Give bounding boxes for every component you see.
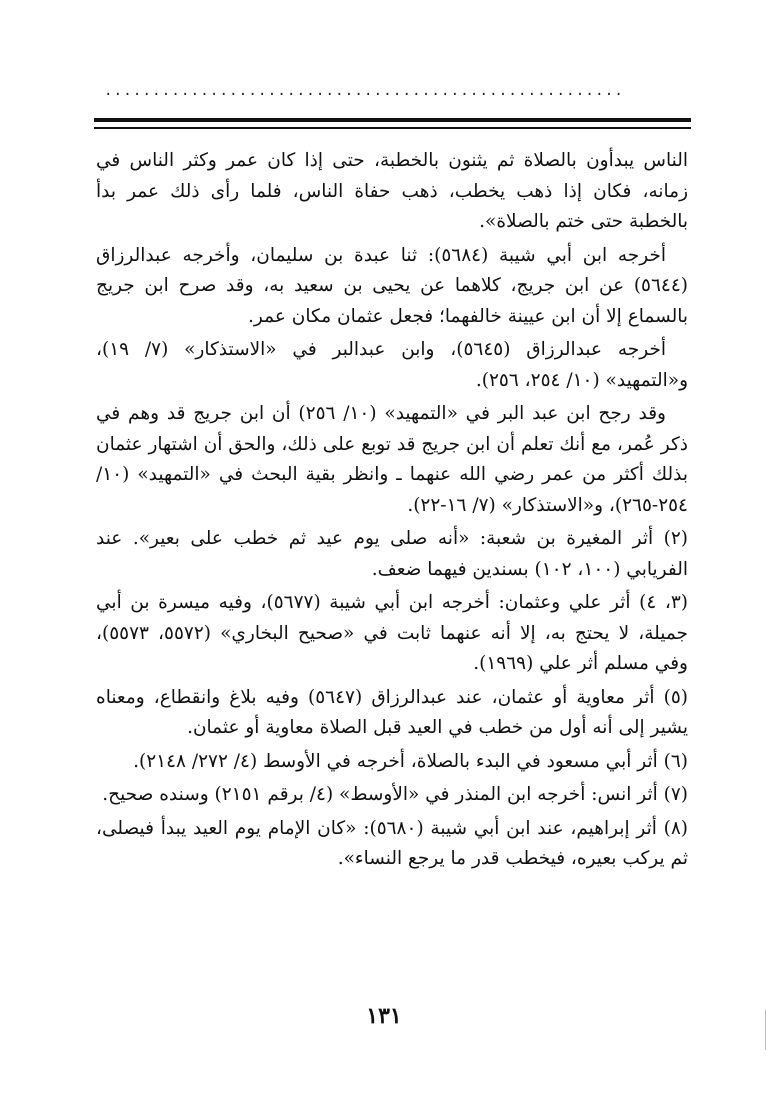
paragraph-continuation: الناس يبدأون بالصلاة ثم يثنون بالخطبة، حتى إذا كان عمر وكثر الناس في زمانه، فكان إذا ذهب يخطب، ذهب حفاة الناس، فلما رأى ذلك عمر بدأ بالخطبة حتى ختم بالصلاة». xyxy=(96,150,688,232)
footnote-2: (٢) أثر المغيرة بن شعبة: «أنه صلى يوم عيد ثم خطب على بعير». عند الفريابي (١٠٠، ١٠٢) بسندين فيهما ضعف. xyxy=(96,528,688,580)
footnote-6: (٦) أثر أبي مسعود في البدء بالصلاة، أخرجه في الأوسط (٤/ ٢٧٢/ ٢١٤٨). xyxy=(133,750,688,772)
body-text xyxy=(96,146,688,878)
page-edge-mark xyxy=(761,1010,766,1050)
paragraph-ibn-abdulbarr: وقد رجح ابن عبد البر في «التمهيد» (١٠/ ٢٥٦) أن ابن جريج قد وهم في ذكر عُمر، مع أنك تعلم أن ابن جريج قد توبع على ذلك، والحق أن اشتهار عثمان بذلك أكثر من عمر رضي الله عنهما ـ وانظر بقية البحث في «التمهيد» (١٠/ ٢٥٤-٢٦٥)، و«الاستذكار» (٧/ ١٦-٢٢). xyxy=(96,403,688,516)
header-dotted-line: ...................................................... xyxy=(104,84,624,98)
paragraph-ibn-abi-shayba: أخرجه ابن أبي شيبة (٥٦٨٤): ثنا عبدة بن سليمان، وأخرجه عبدالرزاق (٥٦٤٤) عن ابن جريج، كلاهما عن يحيى بن سعيد به، وقد صرح ابن جريج بالسماع إلا أن ابن عيينة خالفهما؛ فجعل عثمان مكان عمر. xyxy=(96,244,688,327)
footnote-8: (٨) أثر إبراهيم، عند ابن أبي شيبة (٥٦٨٠): «كان الإمام يوم العيد يبدأ فيصلى، ثم يركب بعيره، فيخطب قدر ما يرجع النساء». xyxy=(96,817,688,869)
page-number: ١٣١ xyxy=(366,1003,402,1029)
paragraph-abdulrazzaq: أخرجه عبدالرزاق (٥٦٤٥)، وابن عبدالبر في «الاستذكار» (٧/ ١٩)، و«التمهيد» (١٠/ ٢٥٤، ٢٥٦). xyxy=(96,339,688,391)
header-rule-thick xyxy=(94,118,691,122)
footnote-7: (٧) أثر انس: أخرجه ابن المنذر في «الأوسط» (٤/ برقم ٢١٥١) وسنده صحيح. xyxy=(102,784,688,805)
footnote-5: (٥) أثر معاوية أو عثمان، عند عبدالرزاق (٥٦٤٧) وفيه بلاغ وانقطاع، ومعناه يشير إلى أنه أول من خطب في العيد قبل الصلاة معاوية أو عثمان. xyxy=(96,686,688,738)
header-rule-thin xyxy=(94,127,691,129)
footnote-3-4: (٣، ٤) أثر علي وعثمان: أخرجه ابن أبي شيبة (٥٦٧٧)، وفيه ميسرة بن أبي جميلة، لا يحتج به، إلا أنه عنهما ثابت في «صحيح البخاري» (٥٥٧٢، ٥٥٧٣)، وفي مسلم أثر علي (١٩٦٩). xyxy=(96,592,688,674)
